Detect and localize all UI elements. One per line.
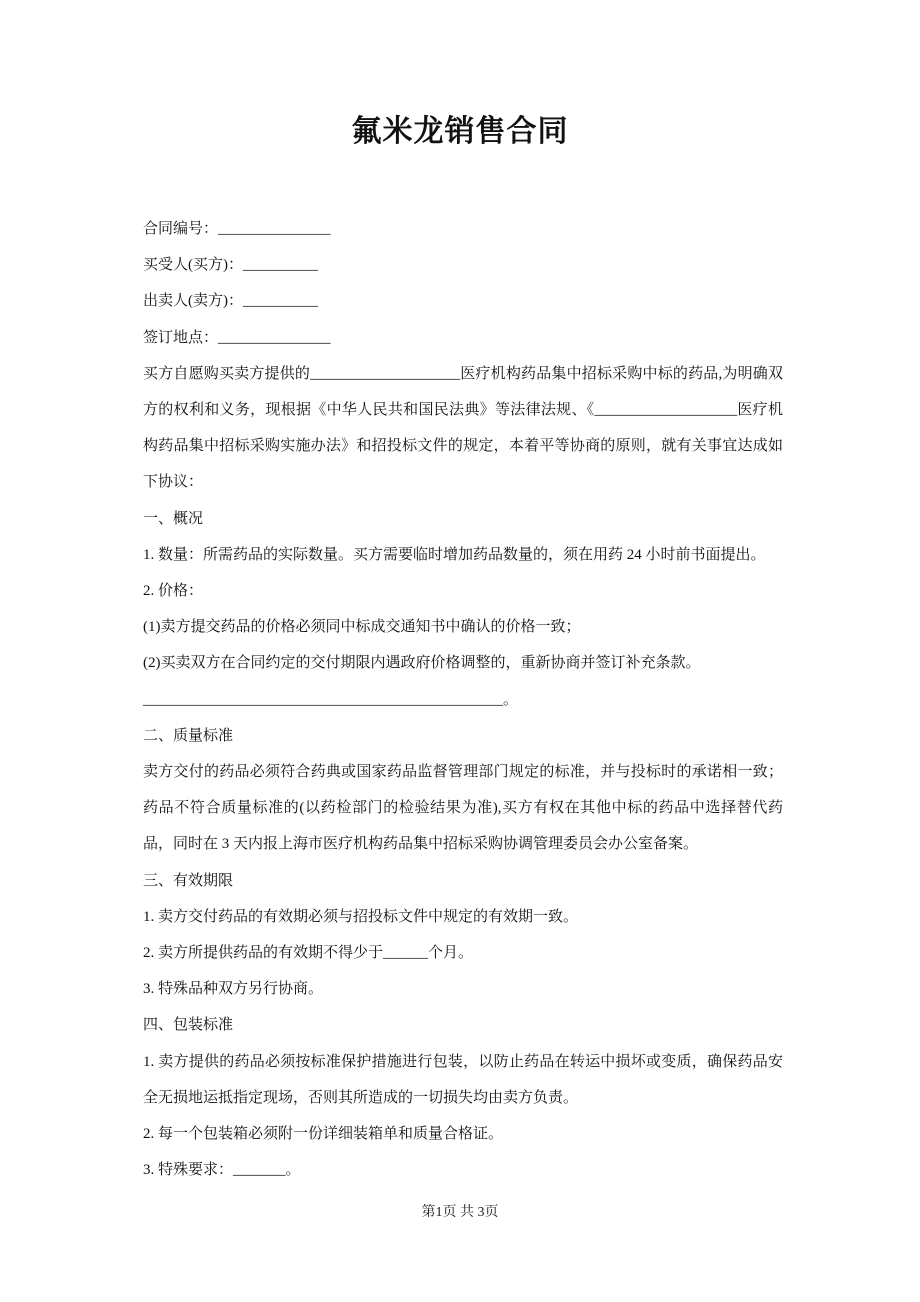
clause-quantity: 1. 数量：所需药品的实际数量。买方需要临时增加药品数量的，须在用药 24 小时前书面提出。 — [143, 546, 766, 563]
validity-item-3: 3. 特殊品种双方另行协商。 — [143, 981, 324, 998]
packaging-item-2: 2. 每一个包装箱必须附一份详细装箱单和质量合格证。 — [143, 1126, 504, 1143]
packaging-item-1: 1. 卖方提供的药品必须按标准保护措施进行包装，以防止药品在转运中损坏或变质，确保药品安全无损地运抵指定现场，否则其所造成的一切损失均由卖方负责。 — [143, 1053, 783, 1106]
packaging-item-3: 3. 特殊要求：_______。 — [143, 1162, 301, 1179]
document-title: 氟米龙销售合同 — [351, 115, 569, 148]
supplement-blank-line: ________________________________________________。 — [143, 691, 519, 708]
validity-item-1: 1. 卖方交付药品的有效期必须与招投标文件中规定的有效期一致。 — [143, 908, 579, 925]
quality-paragraph: 卖方交付的药品必须符合药典或国家药品监督管理部门规定的标准，并与投标时的承诺相一致；药品不符合质量标准的(以药检部门的检验结果为准),买方有权在其他中标的药品中选择替代药品，同时在 3 天内报上海市医疗机构药品集中招标采购协调管理委员会办公室备案。 — [143, 764, 783, 853]
validity-item-2: 2. 卖方所提供药品的有效期不得少于______个月。 — [143, 945, 474, 962]
section-heading-quality: 二、质量标准 — [143, 727, 234, 744]
contract-number-line: 合同编号：_______________ — [143, 221, 331, 237]
section-heading-overview: 一、概况 — [143, 510, 204, 527]
document-body — [143, 211, 783, 1188]
buyer-line: 买受人(买方)：__________ — [143, 257, 318, 274]
section-heading-validity: 三、有效期限 — [143, 872, 234, 889]
signing-place-line: 签订地点：_______________ — [143, 329, 331, 346]
section-heading-packaging: 四、包装标准 — [143, 1017, 234, 1034]
price-item-2: (2)买卖双方在合同约定的交付期限内遇政府价格调整的，重新协商并签订补充条款。 — [143, 655, 701, 672]
page-footer: 第1页 共 3页 — [421, 1205, 499, 1220]
price-item-1: (1)卖方提交药品的价格必须同中标成交通知书中确认的价格一致； — [143, 619, 581, 636]
clause-price: 2. 价格： — [143, 583, 204, 600]
intro-paragraph: 买方自愿购买卖方提供的____________________医疗机构药品集中招标采购中标的药品,为明确双方的权利和义务，现根据《中华人民共和国民法典》等法律法规、《___________________医疗机构药品集中招标采购实施办法》和招投标文件的规定，本着平等协商的原则，就有关事宜达成如下协议： — [143, 365, 783, 491]
seller-line: 出卖人(卖方)：__________ — [143, 293, 318, 310]
